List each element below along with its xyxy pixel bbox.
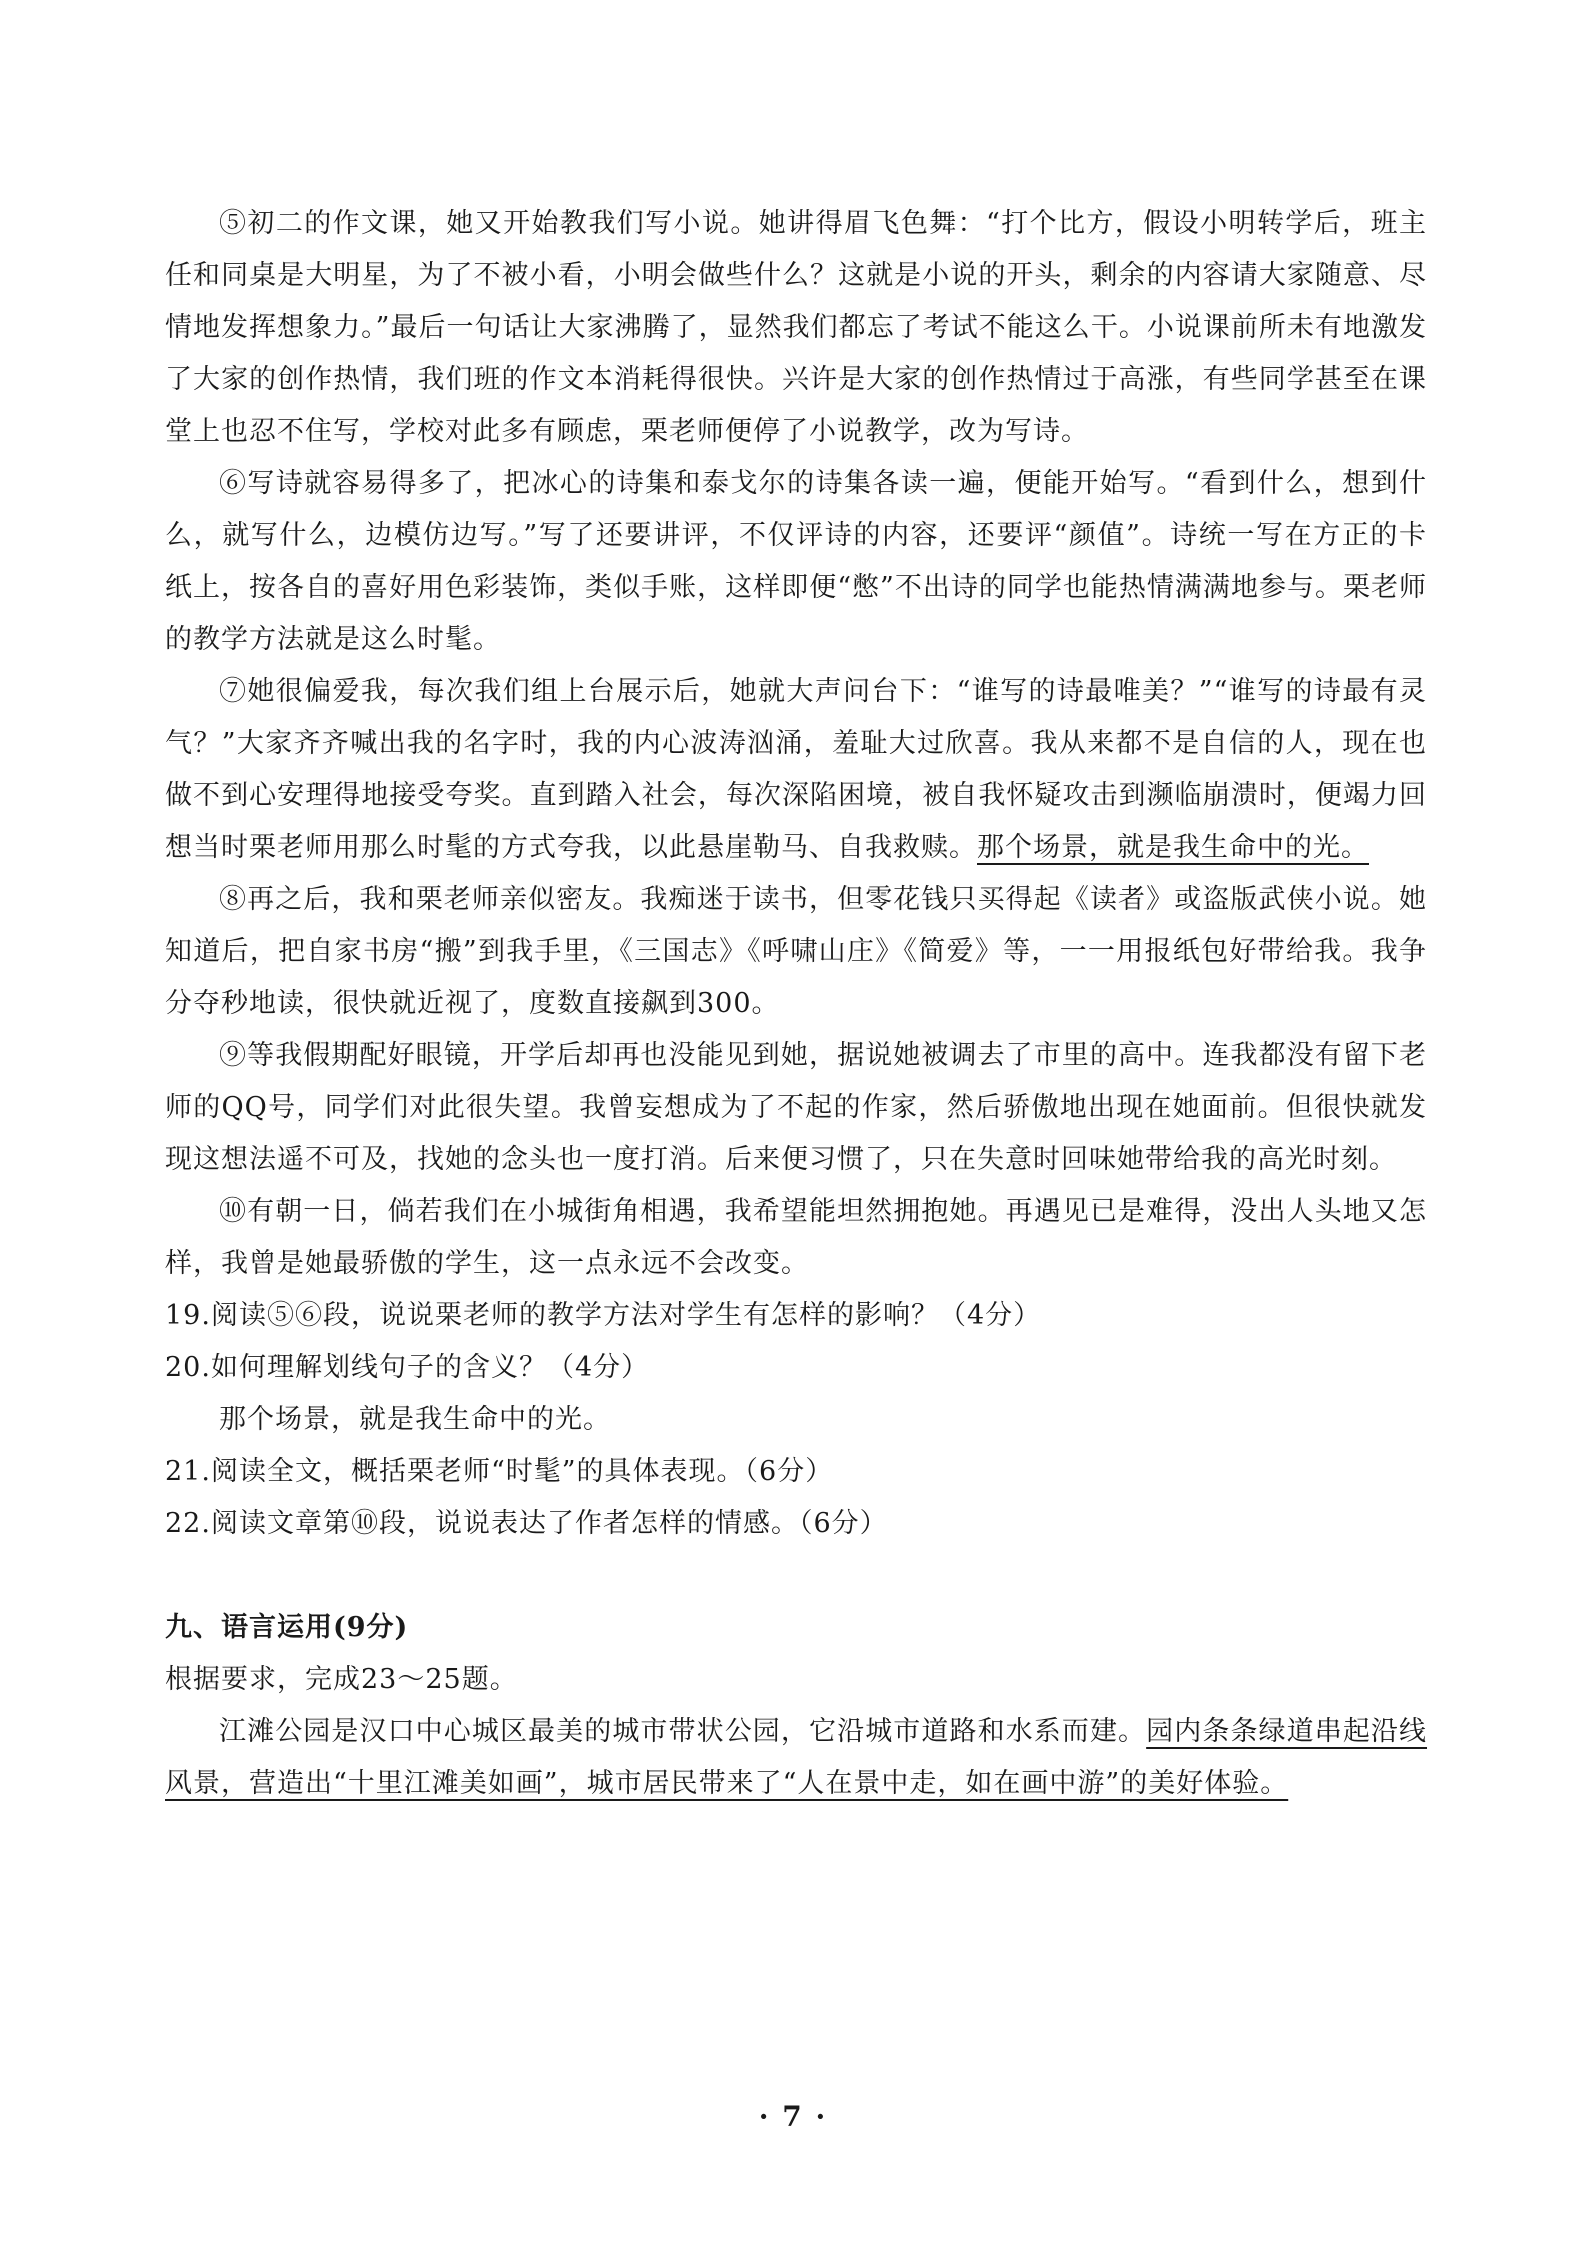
section-9-passage-text: 江滩公园是汉口中心城区最美的城市带状公园，它沿城市道路和水系而建。 bbox=[219, 1716, 1147, 1747]
question-20: 20.如何理解划线句子的含义？（4分） bbox=[165, 1352, 650, 1383]
question-20-quote: 那个场景，就是我生命中的光。 bbox=[219, 1404, 611, 1435]
question-19: 19.阅读⑤⑥段，说说栗老师的教学方法对学生有怎样的影响？（4分） bbox=[165, 1300, 1042, 1331]
paragraph-8: ⑧再之后，我和栗老师亲似密友。我痴迷于读书，但零花钱只买得起《读者》或盗版武侠小说。她知道后，把自家书房“搬”到我手里，《三国志》《呼啸山庄》《简爱》等，一一用报纸包好带给我。我争分夺秒地读，很快就近视了，度数直接飙到300。 bbox=[165, 884, 1427, 1019]
underlined-sentence: 那个场景，就是我生命中的光。 bbox=[977, 832, 1369, 863]
paragraph-7 bbox=[165, 666, 1427, 874]
page-number: · 7 · bbox=[758, 2100, 828, 2133]
question-21: 21.阅读全文，概括栗老师“时髦”的具体表现。（6分） bbox=[165, 1456, 834, 1487]
paragraph-10: ⑩有朝一日，倘若我们在小城街角相遇，我希望能坦然拥抱她。再遇见已是难得，没出人头地又怎样，我曾是她最骄傲的学生，这一点永远不会改变。 bbox=[165, 1196, 1427, 1279]
paragraph-5: ⑤初二的作文课，她又开始教我们写小说。她讲得眉飞色舞：“打个比方，假设小明转学后，班主任和同桌是大明星，为了不被小看，小明会做些什么？这就是小说的开头，剩余的内容请大家随意、尽情地发挥想象力。”最后一句话让大家沸腾了，显然我们都忘了考试不能这么干。小说课前所未有地激发了大家的创作热情，我们班的作文本消耗得很快。兴许是大家的创作热情过于高涨，有些同学甚至在课堂上也忍不住写，学校对此多有顾虑，栗老师便停了小说教学，改为写诗。 bbox=[165, 208, 1427, 447]
section-9-instruction: 根据要求，完成23～25题。 bbox=[165, 1664, 518, 1695]
section-9-underlined-text: 园内条条绿道串起沿线风景，营造出“十里江滩美如画”，城市居民带来了“人在景中走，如在画中游”的美好体验。 bbox=[165, 1716, 1428, 1799]
paragraph-9: ⑨等我假期配好眼镜，开学后却再也没能见到她，据说她被调去了市里的高中。连我都没有留下老师的QQ号，同学们对此很失望。我曾妄想成为了不起的作家，然后骄傲地出现在她面前。但很快就发现这想法遥不可及，找她的念头也一度打消。后来便习惯了，只在失意时回味她带给我的高光时刻。 bbox=[165, 1040, 1427, 1175]
paragraph-7-text: ⑦她很偏爱我，每次我们组上台展示后，她就大声问台下：“谁写的诗最唯美？”“谁写的诗最有灵气？”大家齐齐喊出我的名字时，我的内心波涛汹涌，羞耻大过欣喜。我从来都不是自信的人，现在也做不到心安理得地接受夸奖。直到踏入社会，每次深陷困境，被自我怀疑攻击到濒临崩溃时，便竭力回想当时栗老师用那么时髦的方式夸我，以此悬崖勒马、自我救赎。 bbox=[165, 676, 1427, 863]
section-9-passage bbox=[165, 1706, 1427, 1810]
paragraph-6: ⑥写诗就容易得多了，把冰心的诗集和泰戈尔的诗集各读一遍，便能开始写。“看到什么，想到什么，就写什么，边模仿边写。”写了还要讲评，不仅评诗的内容，还要评“颜值”。诗统一写在方正的卡纸上，按各自的喜好用色彩装饰，类似手账，这样即便“憋”不出诗的同学也能热情满满地参与。栗老师的教学方法就是这么时髦。 bbox=[165, 468, 1427, 655]
exam-content bbox=[165, 198, 1427, 1810]
question-22: 22.阅读文章第⑩段，说说表达了作者怎样的情感。（6分） bbox=[165, 1508, 888, 1539]
section-9-title: 九、语言运用(9分) bbox=[165, 1612, 409, 1643]
